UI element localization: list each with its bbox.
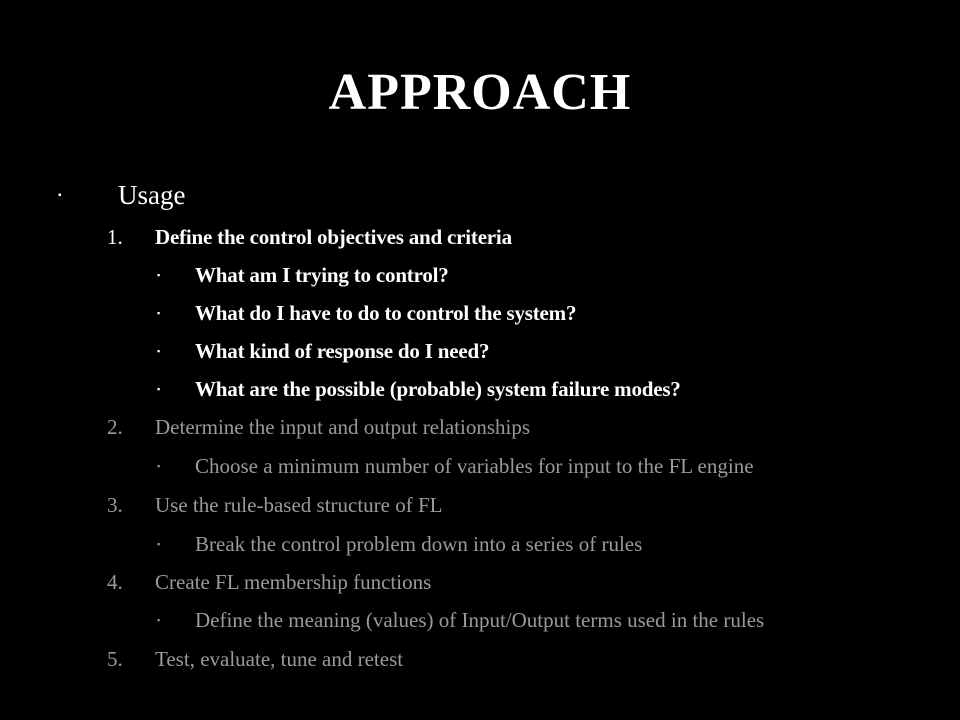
square-bullet-icon: ▪ <box>157 461 161 471</box>
square-bullet-icon: ▪ <box>58 189 62 201</box>
step-1-sub-4 <box>157 370 681 408</box>
step-3-sub-1-text: Break the control problem down into a series of rules <box>195 531 643 556</box>
step-2 <box>107 408 530 446</box>
step-1 <box>107 218 512 256</box>
usage-heading-text: Usage <box>118 179 186 210</box>
step-3-sub-1 <box>157 525 642 563</box>
step-5 <box>107 640 403 678</box>
square-bullet-icon: ▪ <box>157 270 161 280</box>
step-3 <box>107 486 443 524</box>
step-1-sub-3 <box>157 332 489 370</box>
step-2-sub-1-text: Choose a minimum number of variables for input to the FL engine <box>195 453 754 478</box>
step-1-number: 1. <box>107 224 123 249</box>
step-1-sub-1-text: What am I trying to control? <box>195 262 449 287</box>
step-2-sub-1 <box>157 447 754 485</box>
step-5-number: 5. <box>107 646 123 671</box>
square-bullet-icon: ▪ <box>157 346 161 356</box>
step-2-number: 2. <box>107 414 123 439</box>
slide-title: APPROACH <box>328 64 632 121</box>
step-1-sub-1 <box>157 256 449 294</box>
step-3-text: Use the rule-based structure of FL <box>155 492 443 517</box>
step-1-sub-3-text: What kind of response do I need? <box>195 338 490 363</box>
step-4-number: 4. <box>107 569 123 594</box>
step-2-text: Determine the input and output relationships <box>155 414 531 439</box>
step-1-sub-2-text: What do I have to do to control the system? <box>195 300 577 325</box>
square-bullet-icon: ▪ <box>157 308 161 318</box>
usage-heading <box>56 173 185 217</box>
square-bullet-icon: ▪ <box>157 539 161 549</box>
step-5-text: Test, evaluate, tune and retest <box>155 646 404 671</box>
step-1-sub-4-text: What are the possible (probable) system failure modes? <box>195 376 681 401</box>
square-bullet-icon: ▪ <box>157 384 161 394</box>
step-4-sub-1-text: Define the meaning (values) of Input/Output terms used in the rules <box>195 607 765 632</box>
step-4-text: Create FL membership functions <box>155 569 432 594</box>
step-3-number: 3. <box>107 492 123 517</box>
step-1-text: Define the control objectives and criteria <box>155 224 512 249</box>
step-4 <box>107 563 431 601</box>
square-bullet-icon: ▪ <box>157 615 161 625</box>
step-1-sub-2 <box>157 294 576 332</box>
step-4-sub-1 <box>157 601 764 639</box>
